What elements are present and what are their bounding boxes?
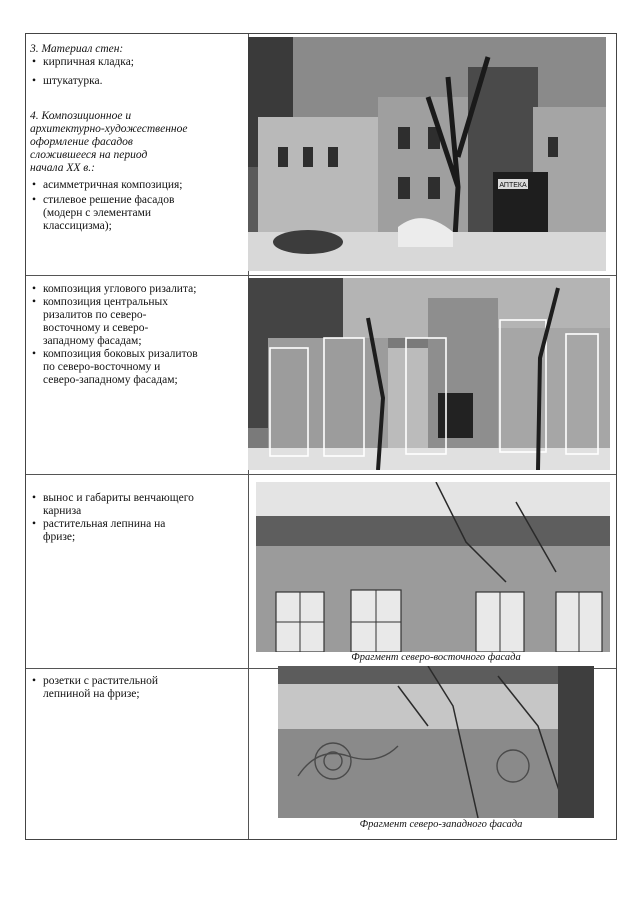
list-item — [30, 296, 244, 348]
heading-line: сложившееся на период — [30, 149, 148, 161]
list-item-line: карниза — [43, 505, 82, 517]
list-item-line: фризе; — [43, 531, 76, 543]
list-item — [30, 283, 244, 296]
row2-text-cell — [30, 283, 244, 387]
list-item-line: • стилевое решение фасадов — [43, 194, 175, 206]
list-item — [30, 348, 244, 387]
list-item — [30, 518, 244, 544]
list-item — [30, 179, 244, 192]
list-item: • штукатурка. — [30, 75, 244, 88]
northwest-facade-caption: Фрагмент северо-западного фасада — [359, 819, 523, 830]
document-table — [25, 33, 617, 840]
list-item-line: северо-западному фасадам; — [43, 374, 178, 386]
row-divider — [26, 474, 616, 475]
list-item-line: ризалитов по северо- — [43, 309, 147, 321]
list-item-line: • композиция боковых ризалитов — [43, 348, 198, 360]
list-item-line: • композиция центральных — [43, 296, 169, 308]
list-item-line: • вынос и габариты венчающего — [43, 492, 194, 504]
list-item — [30, 675, 244, 701]
list-item-line: западному фасадам; — [43, 335, 142, 347]
risalit-list — [30, 283, 244, 387]
heading-line: архитектурно-художественное — [30, 123, 188, 135]
composition-list — [30, 179, 244, 233]
list-item — [30, 194, 244, 233]
composition-heading — [30, 110, 244, 175]
materials-list — [30, 56, 244, 88]
row1-text-cell — [30, 43, 244, 233]
list-item-line: • розетки с растительной — [43, 675, 159, 687]
heading-line: 4. Композиционное и — [30, 110, 132, 122]
list-item: • кирпичная кладка; — [30, 56, 244, 69]
list-item-line: классицизма); — [43, 220, 112, 232]
cornice-list — [30, 492, 244, 544]
row-divider — [26, 275, 616, 276]
row4-text-cell — [30, 675, 244, 701]
heading-line: оформление фасадов — [30, 136, 133, 148]
northeast-facade-caption: Фрагмент северо-восточного фасада — [351, 652, 521, 663]
list-item-line: • растительная лепнина на — [43, 518, 166, 530]
northeast-facade-fragment-photo — [256, 482, 610, 652]
risalits-photo — [248, 278, 610, 470]
list-item — [30, 492, 244, 518]
shop-sign-text: АПТЕКА — [499, 182, 527, 189]
northwest-facade-fragment-photo — [278, 666, 594, 818]
list-item-line: по северо-восточному и — [43, 361, 161, 373]
list-item-line: восточному и северо- — [43, 322, 149, 334]
building-facade-photo — [248, 37, 606, 271]
list-item-line: (модерн с элементами — [43, 207, 152, 219]
list-item-line: • композиция углового ризалита; — [43, 283, 197, 295]
list-item-line: • асимметричная композиция; — [43, 179, 183, 191]
heading-line: начала XX в.: — [30, 162, 95, 174]
rosettes-list — [30, 675, 244, 701]
list-item-line: лепниной на фризе; — [43, 688, 140, 700]
row3-text-cell — [30, 492, 244, 544]
walls-material-heading: 3. Материал стен: — [30, 43, 124, 55]
